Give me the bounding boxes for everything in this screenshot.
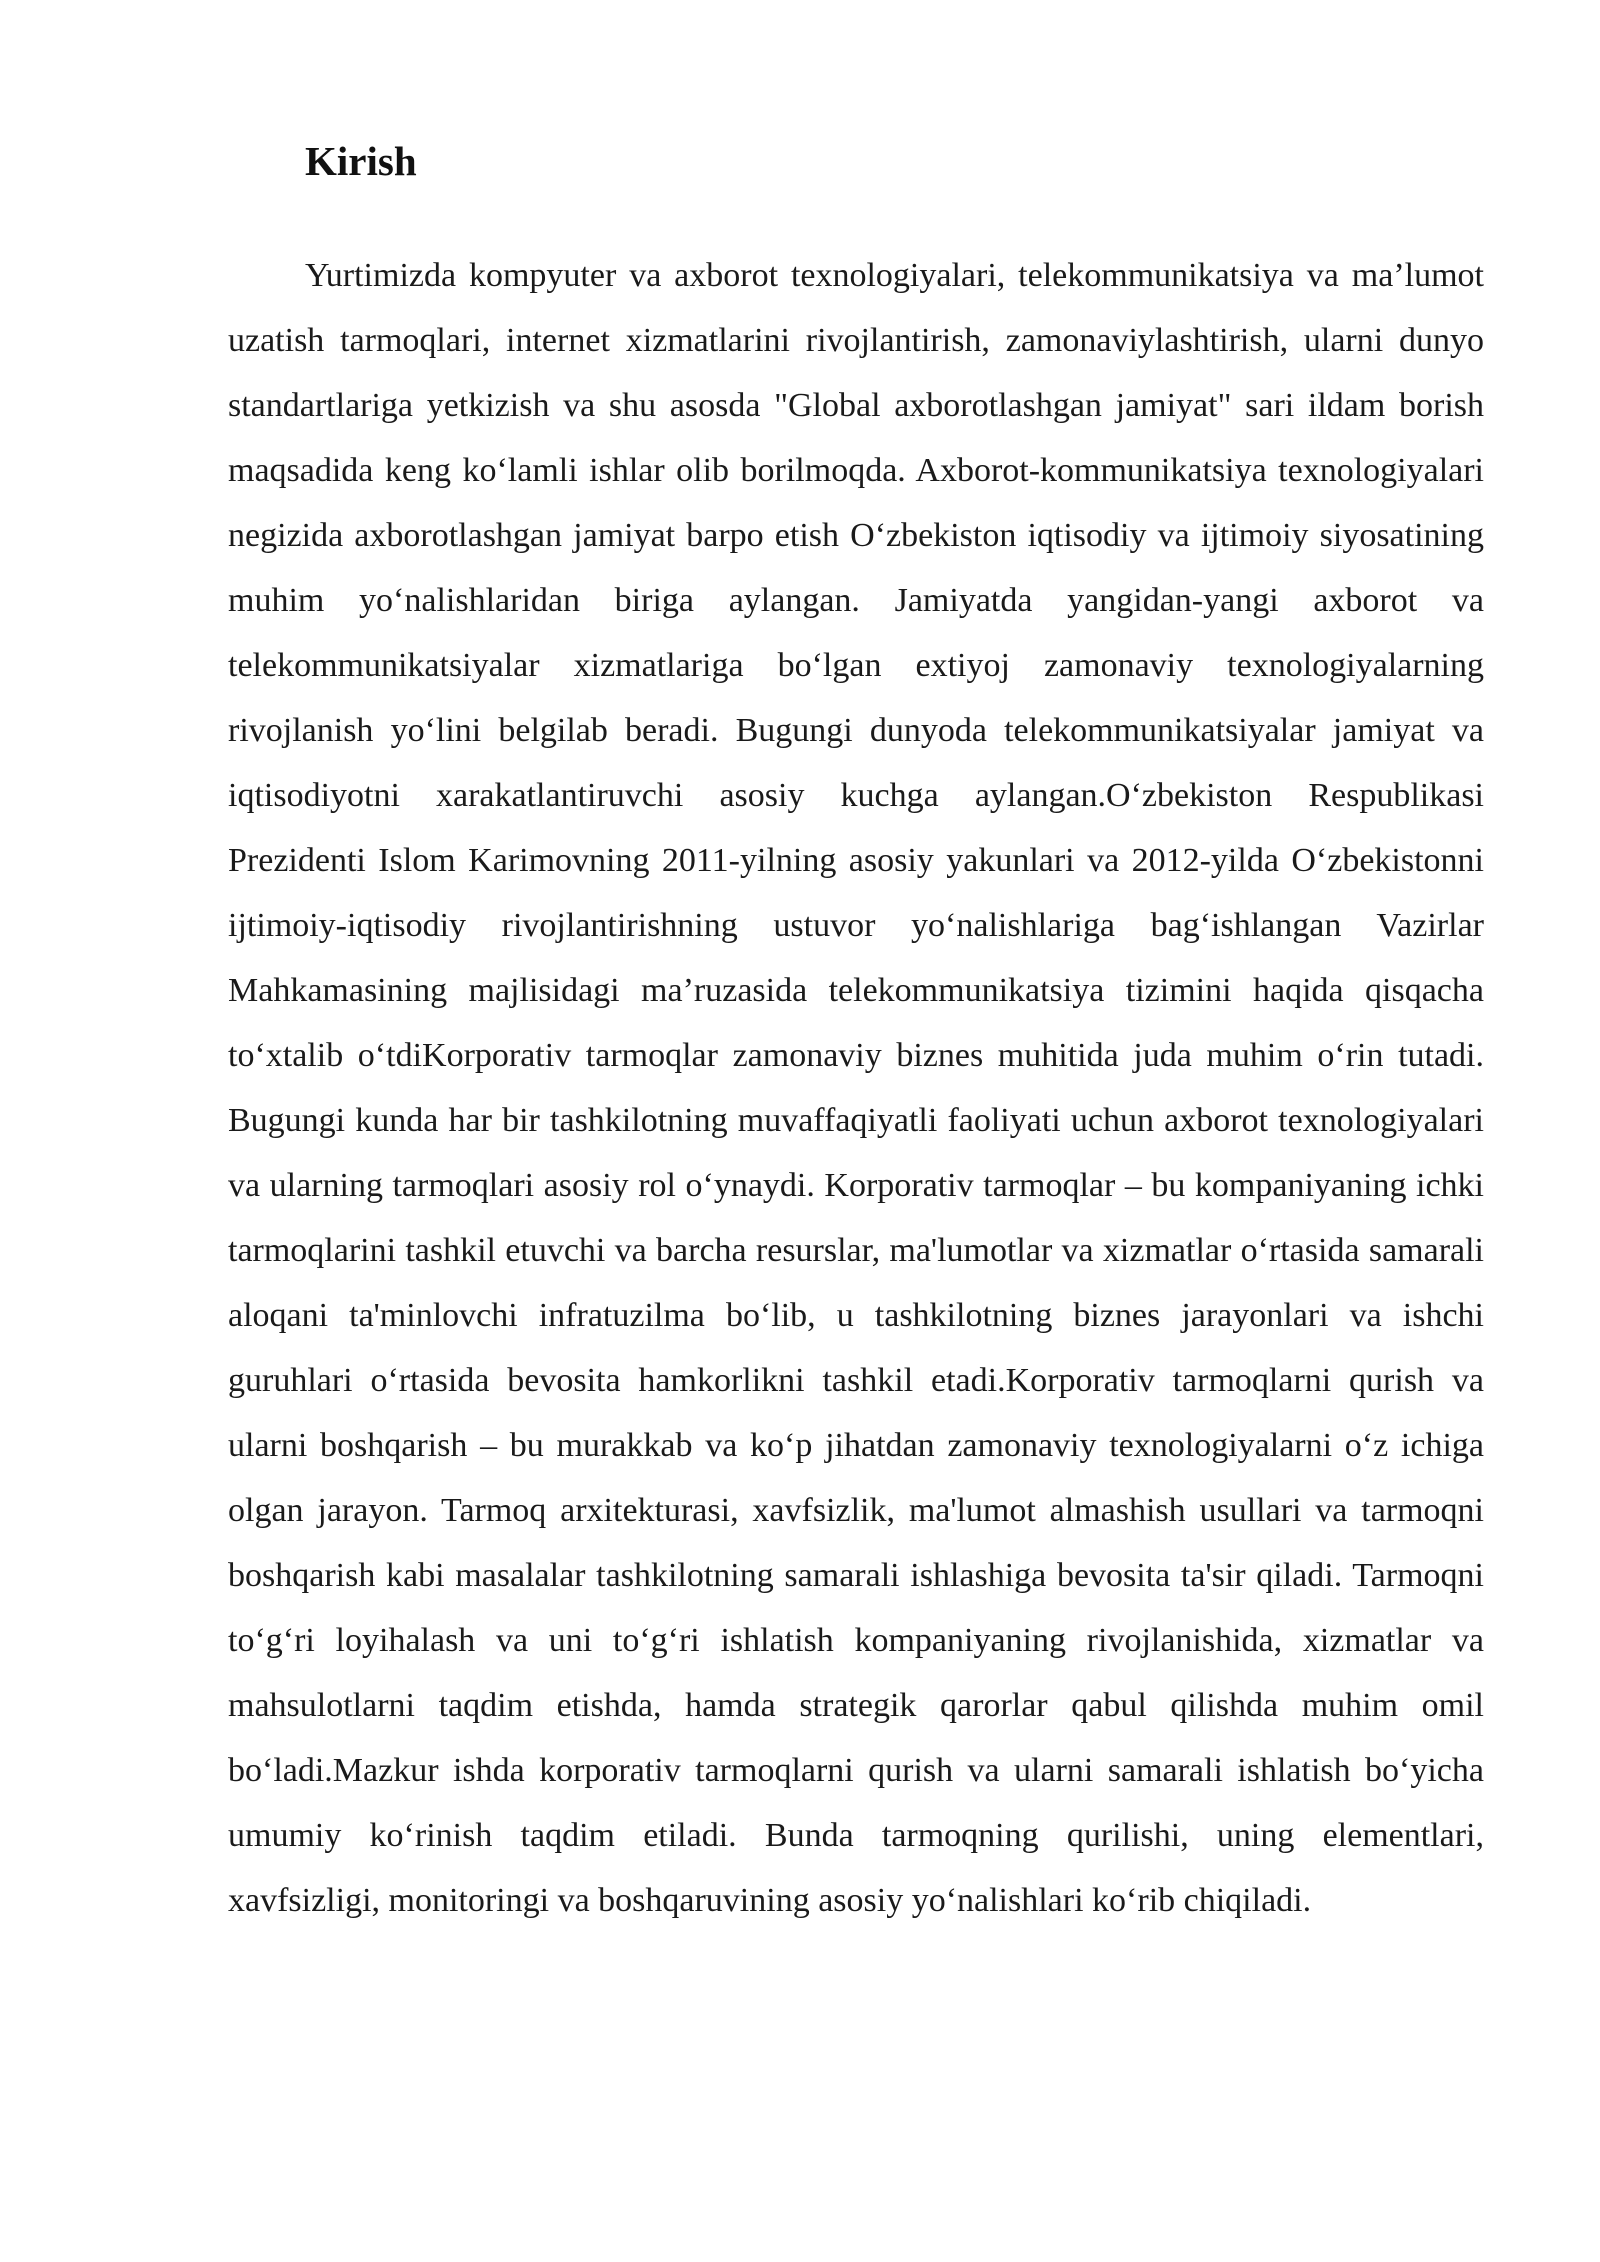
body-paragraph: Yurtimizda kompyuter va axborot texnologiyalari, telekommunikatsiya va ma’lumot uzatish tarmoqlari, internet xizmatlarini rivojlantirish, zamonaviylashtirish, ularni dunyo standartlariga yetkizish va shu asosda "Global axborotlashgan jamiyat" sari ildam borish maqsadida keng koʻlamli ishlar olib borilmoqda. Axborot-kommunikatsiya texnologiyalari negizida axborotlashgan jamiyat barpo etish Oʻzbekiston iqtisodiy va ijtimoiy siyosatining muhim yoʻnalishlaridan biriga aylangan. Jamiyatda yangidan-yangi axborot va telekommunikatsiyalar xizmatlariga boʻlgan extiyoj zamonaviy texnologiyalarning rivojlanish yoʻlini belgilab beradi. Bugungi dunyoda telekommunikatsiyalar jamiyat va iqtisodiyotni xarakatlantiruvchi asosiy kuchga aylangan.Oʻzbekiston Respublikasi Prezidenti Islom Karimovning 2011-yilning asosiy yakunlari va 2012-yilda Oʻzbekistonni ijtimoiy-iqtisodiy rivojlantirishning ustuvor yoʻnalishlariga bagʻishlangan Vazirlar Mahkamasining majlisidagi ma’ruzasida telekommunikatsiya tizimini haqida qisqacha toʻxtalib oʻtdiKorporativ tarmoqlar zamonaviy biznes muhitida juda muhim oʻrin tutadi. Bugungi kunda har bir tashkilotning muvaffaqiyatli faoliyati uchun axborot texnologiyalari va ularning tarmoqlari asosiy rol oʻynaydi. Korporativ tarmoqlar – bu kompaniyaning ichki tarmoqlarini tashkil etuvchi va barcha resurslar, ma'lumotlar va xizmatlar oʻrtasida samarali aloqani ta'minlovchi infratuzilma boʻlib, u tashkilotning biznes jarayonlari va ishchi guruhlari oʻrtasida bevosita hamkorlikni tashkil etadi.Korporativ tarmoqlarni qurish va ularni boshqarish – bu murakkab va koʻp jihatdan zamonaviy texnologiyalarni oʻz ichiga olgan jarayon. Tarmoq arxitekturasi, xavfsizlik, ma'lumot almashish usullari va tarmoqni boshqarish kabi masalalar tashkilotning samarali ishlashiga bevosita ta'sir qiladi. Tarmoqni toʻgʻri loyihalash va uni toʻgʻri ishlatish kompaniyaning rivojlanishida, xizmatlar va mahsulotlarni taqdim etishda, hamda strategik qarorlar qabul qilishda muhim omil boʻladi.Mazkur ishda korporativ tarmoqlarni qurish va ularni samarali ishlatish boʻyicha umumiy koʻrinish taqdim etiladi. Bunda tarmoqning qurilishi, uning elementlari, xavfsizligi, monitoringi va boshqaruvining asosiy yoʻnalishlari koʻrib chiqiladi. <box>228 257 1484 1919</box>
section-heading: Kirish <box>305 138 417 184</box>
